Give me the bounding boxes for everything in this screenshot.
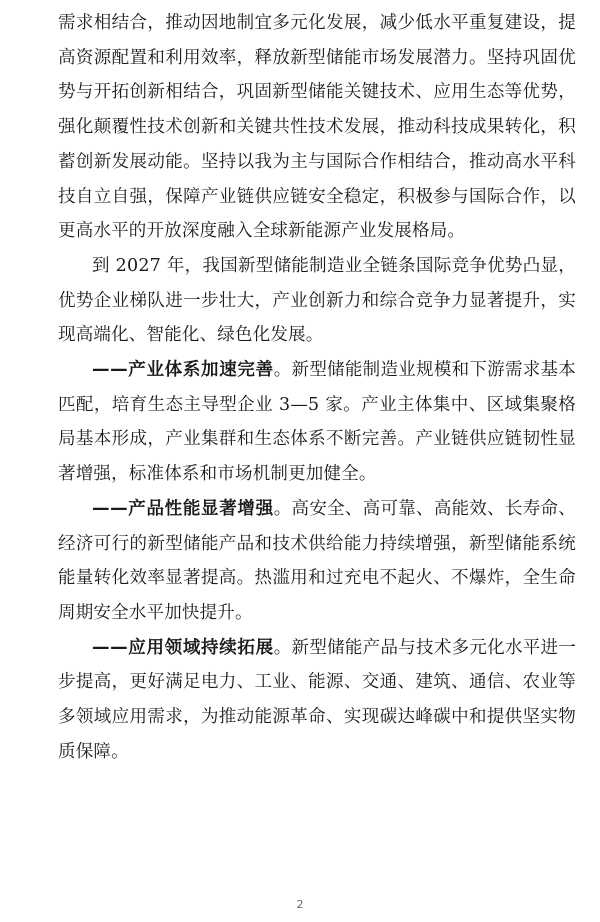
- paragraph-lead: ——产业体系加速完善: [92, 360, 274, 381]
- paragraph-2027-goal: [58, 249, 576, 353]
- paragraph-text: 需求相结合，推动因地制宜多元化发展，减少低水平重复建设，提高资源配置和利用效率，释放新型储能市场发展潜力。坚持巩固优势与开拓创新相结合，巩固新型储能关键技术、应用生态等优势，强化颠覆性技术创新和关键共性技术发展，推动科技成果转化，积蓄创新发展动能。坚持以我为主与国际合作相结合，推动高水平科技自立自强，保障产业链供应链安全稳定，积极参与国际合作，以更高水平的开放深度融入全球新能源产业发展格局。: [58, 13, 576, 242]
- paragraph-product-performance: [58, 492, 576, 631]
- paragraph-text: 到 2027 年，我国新型储能制造业全链条国际竞争优势凸显，优势企业梯队进一步壮大，产业创新力和综合竞争力显著提升，实现高端化、智能化、绿色化发展。: [58, 255, 576, 346]
- paragraph-lead: ——应用领域持续拓展: [92, 637, 274, 658]
- document-page: [58, 6, 576, 769]
- paragraph-application-fields: [58, 631, 576, 770]
- paragraph-text: 。高安全、高可靠、高能效、长寿命、经济可行的新型储能产品和技术供给能力持续增强，新型储能系统能量转化效率显著提高。热滥用和过充电不起火、不爆炸，全生命周期安全水平加快提升。: [58, 498, 577, 623]
- paragraph-lead: ——产品性能显著增强: [92, 498, 274, 519]
- paragraph-principles: [58, 6, 576, 249]
- page-number: 2: [296, 898, 304, 911]
- paragraph-text: 。新型储能产品与技术多元化水平进一步提高，更好满足电力、工业、能源、交通、建筑、通信、农业等多领域应用需求，为推动能源革命、实现碳达峰碳中和提供坚实物质保障。: [58, 637, 577, 762]
- paragraph-industry-system: [58, 353, 576, 492]
- paragraph-text: 。新型储能制造业规模和下游需求基本匹配，培育生态主导型企业 3—5 家。产业主体集中、区域集聚格局基本形成，产业集群和生态体系不断完善。产业链供应链韧性显著增强，标准体系和市场机制更加健全。: [58, 360, 577, 485]
